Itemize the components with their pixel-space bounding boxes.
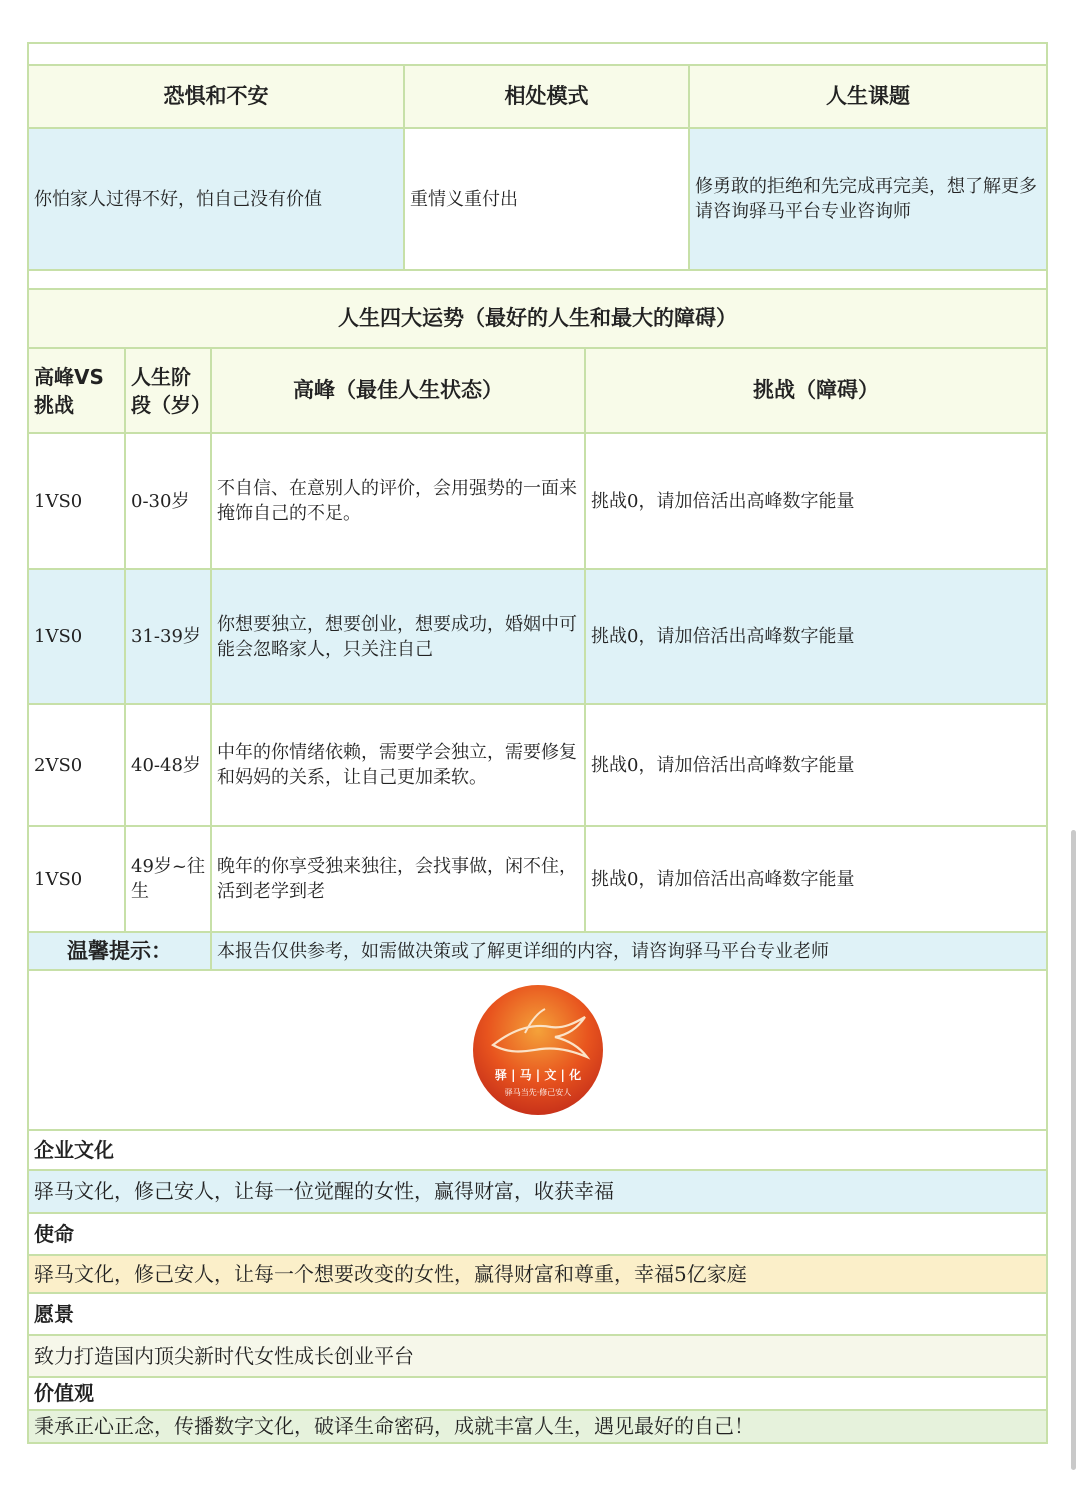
peak-cell: 你想要独立，想要创业，想要成功，婚姻中可能会忽略家人，只关注自己 (212, 570, 586, 703)
values-text: 秉承正心正念，传播数字文化，破译生命密码，成就丰富人生，遇见最好的自己！ (34, 1414, 754, 1438)
tip-text: 本报告仅供参考，如需做决策或了解更详细的内容，请咨询驿马平台专业老师 (217, 940, 829, 962)
culture-row (27, 1171, 1048, 1214)
vs-cell: 2VS0 (29, 705, 126, 825)
mission-label-row (27, 1214, 1048, 1256)
culture-label-row (27, 1131, 1048, 1171)
mission-label: 使命 (34, 1221, 74, 1246)
scrollbar[interactable] (1071, 830, 1076, 1470)
traits-content-row (27, 129, 1048, 271)
peak-header: 高峰（最佳人生状态） (212, 349, 586, 432)
mission-row (27, 1256, 1048, 1294)
vision-row (27, 1336, 1048, 1378)
tip-row (27, 933, 1048, 971)
vs-cell: 1VS0 (29, 827, 126, 931)
vision-label-row (27, 1294, 1048, 1336)
topic-header: 人生课题 (826, 84, 910, 108)
vs-header: 高峰VS挑战 (29, 349, 126, 432)
vision-text: 致力打造国内顶尖新时代女性成长创业平台 (34, 1343, 414, 1368)
challenge-cell: 挑战0，请加倍活出高峰数字能量 (591, 626, 855, 647)
logo-name: 驿 | 马 | 文 | 化 (494, 1068, 581, 1082)
table-row (27, 434, 1048, 570)
stage-cell: 0-30岁 (126, 434, 212, 568)
logo-row (27, 971, 1048, 1131)
table-row (27, 705, 1048, 827)
challenge-cell: 挑战0，请加倍活出高峰数字能量 (591, 490, 855, 512)
values-row (27, 1411, 1048, 1444)
culture-text: 驿马文化，修己安人，让每一位觉醒的女性，赢得财富，收获幸福 (34, 1179, 614, 1203)
peak-cell: 不自信、在意别人的评价，会用强势的一面来掩饰自己的不足。 (212, 434, 586, 568)
challenge-header: 挑战（障碍） (753, 378, 879, 402)
mode-header: 相处模式 (405, 66, 690, 127)
values-label: 价值观 (34, 1381, 94, 1405)
peak-cell: 中年的你情绪依赖，需要学会独立，需要修复和妈妈的关系，让自己更加柔软。 (212, 705, 586, 825)
peak-cell: 晚年的你享受独来独往，会找事做，闲不住，活到老学到老 (212, 827, 586, 931)
spacer-row (27, 271, 1048, 290)
fortune-title-row (27, 290, 1048, 349)
vision-label: 愿景 (34, 1301, 74, 1326)
company-logo (471, 983, 605, 1117)
values-label-row (27, 1378, 1048, 1411)
mission-text: 驿马文化，修己安人，让每一个想要改变的女性，赢得财富和尊重，幸福5亿家庭 (34, 1261, 747, 1286)
mode-cell: 重情义重付出 (405, 129, 690, 269)
vs-cell: 1VS0 (29, 570, 126, 703)
vs-cell: 1VS0 (29, 434, 126, 568)
challenge-cell: 挑战0，请加倍活出高峰数字能量 (591, 868, 855, 890)
top-spacer-row (27, 42, 1048, 66)
stage-cell: 40-48岁 (126, 705, 212, 825)
table-row (27, 570, 1048, 705)
culture-label: 企业文化 (34, 1137, 114, 1162)
fear-header: 恐惧和不安 (29, 66, 405, 127)
stage-header: 人生阶段（岁） (126, 349, 212, 432)
report-sheet (27, 42, 1048, 1444)
logo-wrap (29, 971, 1046, 1129)
traits-header-row (27, 66, 1048, 129)
topic-cell: 修勇敢的拒绝和先完成再完美，想了解更多请咨询驿马平台专业咨询师 (690, 129, 1046, 269)
stage-cell: 31-39岁 (126, 570, 212, 703)
fortune-title: 人生四大运势（最好的人生和最大的障碍） (338, 306, 737, 330)
tip-label: 温馨提示： (29, 933, 212, 969)
table-row (27, 827, 1048, 933)
fortune-header-row (27, 349, 1048, 434)
stage-cell: 49岁~往生 (126, 827, 212, 931)
challenge-cell: 挑战0，请加倍活出高峰数字能量 (591, 754, 855, 776)
logo-slogan: 驿马当先·修己安人 (504, 1088, 571, 1097)
fear-cell: 你怕家人过得不好，怕自己没有价值 (29, 129, 405, 269)
